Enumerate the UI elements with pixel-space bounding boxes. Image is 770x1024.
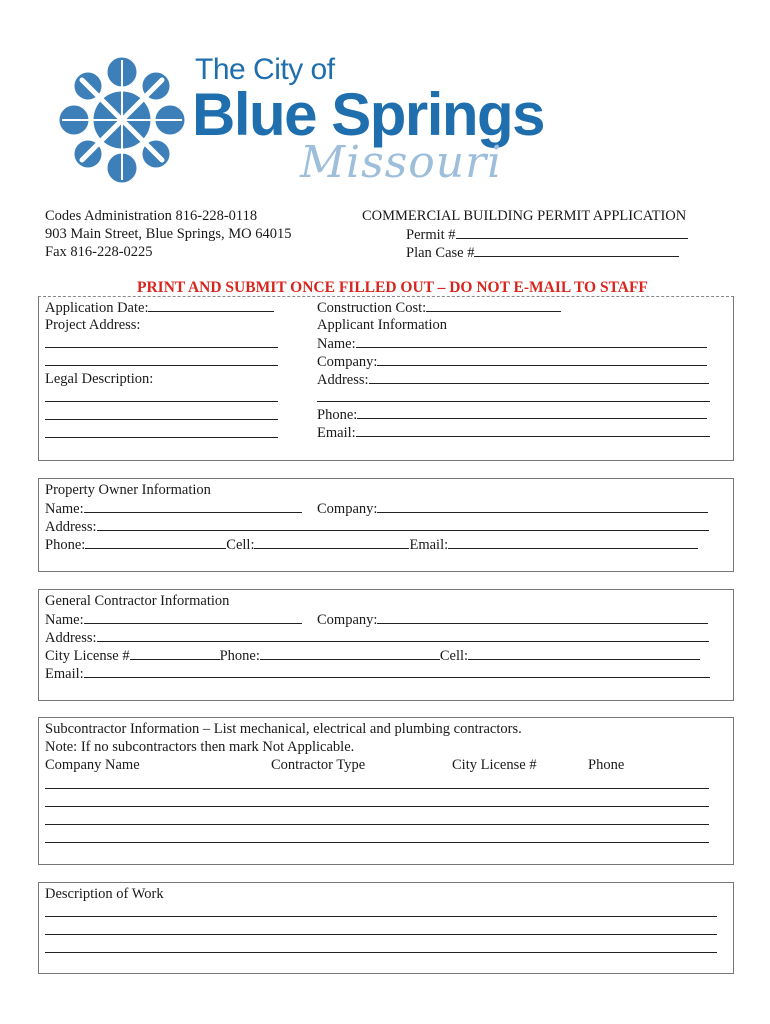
applicant-phone-field[interactable]	[317, 405, 707, 424]
permit-number-field[interactable]	[406, 225, 688, 244]
office-address: 903 Main Street, Blue Springs, MO 64015	[45, 226, 292, 242]
contractor-company-field[interactable]	[317, 610, 708, 629]
owner-email-label: Email:	[409, 537, 449, 553]
permit-number-label: Permit #	[406, 227, 456, 243]
form-title: COMMERCIAL BUILDING PERMIT APPLICATION	[362, 208, 687, 224]
city-emblem-icon	[52, 50, 192, 190]
work-heading: Description of Work	[45, 886, 164, 902]
legal-description-line-2[interactable]	[45, 419, 278, 420]
applicant-email-field[interactable]	[317, 423, 710, 442]
office-fax: Fax 816-228-0225	[45, 244, 153, 260]
contractor-phone-label: Phone:	[219, 648, 260, 664]
work-line-2[interactable]	[45, 934, 717, 935]
col-phone: Phone	[588, 757, 625, 773]
application-date-field[interactable]	[45, 298, 274, 317]
plan-case-label: Plan Case #	[406, 245, 475, 261]
construction-cost-label: Construction Cost:	[317, 300, 427, 316]
owner-heading: Property Owner Information	[45, 482, 211, 498]
legal-description-label: Legal Description:	[45, 371, 154, 387]
logo-line-1: The City of	[195, 53, 335, 86]
contractor-license-row	[45, 646, 700, 665]
applicant-email-label: Email:	[317, 425, 356, 441]
contractor-cell-field[interactable]	[468, 646, 700, 660]
owner-company-label: Company:	[317, 501, 378, 517]
legal-description-line-1[interactable]	[45, 401, 278, 402]
owner-contact-row	[45, 535, 698, 554]
owner-address-label: Address:	[45, 519, 97, 535]
owner-name-field[interactable]	[45, 499, 302, 518]
contractor-name-field[interactable]	[45, 610, 302, 629]
col-city-license: City License #	[452, 757, 537, 773]
project-address-label: Project Address:	[45, 317, 141, 333]
owner-address-field[interactable]	[45, 517, 709, 536]
contractor-license-field[interactable]	[130, 646, 220, 660]
contractor-email-label: Email:	[45, 666, 84, 682]
logo-line-3: Missouri	[300, 137, 503, 188]
applicant-address-label: Address:	[317, 372, 369, 388]
owner-phone-field[interactable]	[85, 535, 226, 549]
construction-cost-field[interactable]	[317, 298, 561, 317]
applicant-info-heading: Applicant Information	[317, 317, 448, 333]
applicant-phone-label: Phone:	[317, 407, 358, 423]
contractor-heading: General Contractor Information	[45, 593, 230, 609]
contractor-company-label: Company:	[317, 612, 378, 628]
contractor-address-field[interactable]	[45, 628, 709, 647]
work-line-1[interactable]	[45, 916, 717, 917]
contractor-phone-field[interactable]	[260, 646, 440, 660]
subcontractor-line-3[interactable]	[45, 824, 709, 825]
subcontractor-line-4[interactable]	[45, 842, 709, 843]
col-company-name: Company Name	[45, 757, 140, 773]
applicant-company-field[interactable]	[317, 352, 707, 371]
subcontractor-line-2[interactable]	[45, 806, 709, 807]
applicant-name-field[interactable]	[317, 334, 707, 353]
office-name: Codes Administration 816-228-0118	[45, 208, 258, 224]
applicant-name-label: Name:	[317, 336, 356, 352]
work-line-3[interactable]	[45, 952, 717, 953]
subcontractor-heading: Subcontractor Information – List mechanical, electrical and plumbing contractors.	[45, 721, 522, 737]
owner-phone-label: Phone:	[45, 537, 86, 553]
legal-description-line-3[interactable]	[45, 437, 278, 438]
contractor-license-label: City License #	[45, 648, 130, 664]
subcontractor-line-1[interactable]	[45, 788, 709, 789]
project-address-line-2[interactable]	[45, 365, 278, 366]
contractor-name-label: Name:	[45, 612, 84, 628]
contractor-email-field[interactable]	[45, 664, 710, 683]
contractor-cell-label: Cell:	[439, 648, 469, 664]
applicant-address-line-2[interactable]	[317, 401, 710, 402]
print-warning: PRINT AND SUBMIT ONCE FILLED OUT – DO NOT E-MAIL TO STAFF	[137, 279, 648, 296]
application-date-label: Application Date:	[45, 300, 149, 316]
plan-case-field[interactable]	[406, 243, 679, 262]
col-contractor-type: Contractor Type	[271, 757, 366, 773]
project-address-line-1[interactable]	[45, 347, 278, 348]
logo-line-2: Blue Springs	[192, 81, 545, 148]
contractor-address-label: Address:	[45, 630, 97, 646]
owner-company-field[interactable]	[317, 499, 708, 518]
owner-cell-label: Cell:	[226, 537, 255, 553]
owner-email-field[interactable]	[448, 535, 698, 549]
applicant-company-label: Company:	[317, 354, 378, 370]
owner-name-label: Name:	[45, 501, 84, 517]
subcontractor-note: Note: If no subcontractors then mark Not Applicable.	[45, 739, 355, 755]
owner-cell-field[interactable]	[254, 535, 409, 549]
applicant-address-field[interactable]	[317, 370, 709, 389]
